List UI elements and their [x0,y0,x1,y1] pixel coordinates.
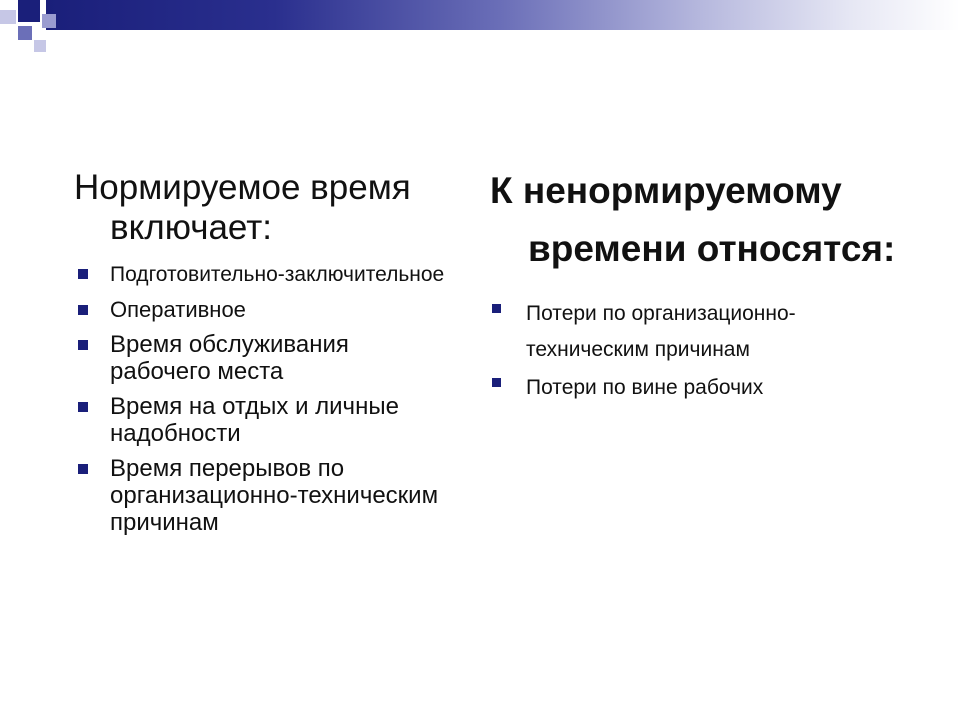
header-gradient-bar [46,0,960,30]
left-heading: Нормируемое время включает: [74,168,411,247]
square-bullet-icon [78,340,88,350]
list-item-label: Оперативное [110,297,246,322]
left-column [74,168,454,544]
list-item [74,393,454,447]
corner-square [18,26,32,40]
corner-square [18,0,40,22]
list-item [74,260,454,288]
list-item [74,331,454,385]
list-item-label: Потери по вине рабочих [526,376,764,399]
list-item-label: Время перерывов по организационно-техническим причинам [110,455,439,536]
left-list [74,260,454,536]
right-heading: К ненормируемому времени относятся: [490,170,896,269]
square-bullet-icon [492,304,501,313]
corner-square [42,14,56,28]
square-bullet-icon [78,402,88,412]
list-item-label: Время на отдых и личные надобности [110,393,399,447]
list-item [74,455,454,536]
right-list [490,296,910,406]
list-item [490,370,910,406]
list-item [74,296,454,323]
square-bullet-icon [78,305,88,315]
list-item-label: Подготовительно-заключительное [110,263,445,286]
square-bullet-icon [78,269,88,279]
square-bullet-icon [492,378,501,387]
corner-square [34,40,46,52]
list-item-label: Время обслуживания рабочего места [110,331,349,385]
header-decoration [0,0,960,52]
corner-square [0,10,16,24]
square-bullet-icon [78,464,88,474]
list-item [490,296,910,368]
list-item-label: Потери по организационно-техническим причинам [526,302,796,361]
right-column [490,162,910,408]
corner-squares-decoration [0,0,70,60]
